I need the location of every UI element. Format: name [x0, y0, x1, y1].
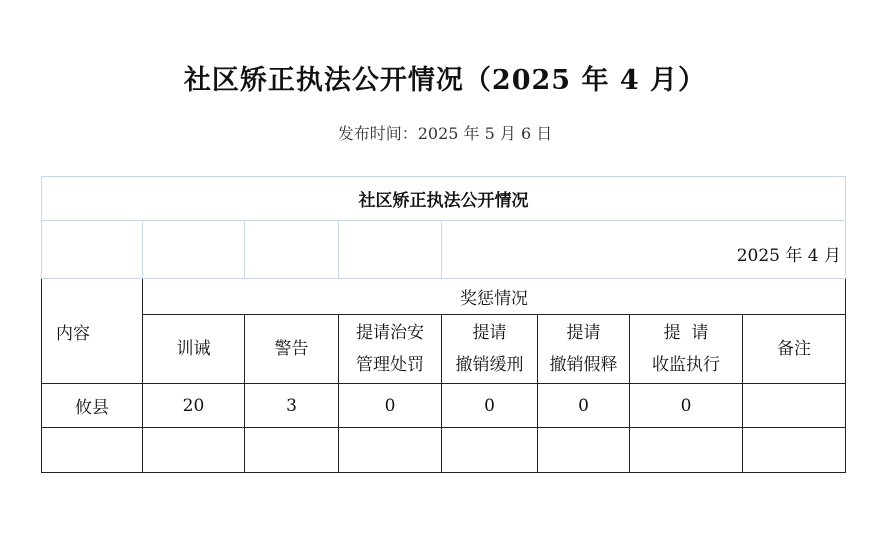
table-row: [42, 384, 846, 428]
table-title: 社区矫正执法公开情况: [42, 177, 846, 221]
blank-cell: [339, 221, 442, 279]
table-cell: 0: [442, 384, 538, 428]
column-header: 提 请 收监执行: [630, 315, 743, 384]
table-cell: [743, 428, 846, 473]
table-cell: [143, 428, 245, 473]
row-heading: 内容: [42, 279, 143, 384]
blank-cell: [42, 221, 143, 279]
table-cell: [442, 428, 538, 473]
report-period: 2025 年 4 月: [442, 221, 846, 279]
column-header: 提请治安 管理处罚: [339, 315, 442, 384]
table-cell: [630, 428, 743, 473]
table-cell: 3: [245, 384, 339, 428]
publish-date: 发布时间：2025 年 5 月 6 日: [337, 124, 553, 143]
column-header: 提请 撤销缓刑: [442, 315, 538, 384]
table-cell: [245, 428, 339, 473]
table-cell: 0: [630, 384, 743, 428]
group-heading: 奖惩情况: [143, 279, 846, 315]
column-header: 提请 撤销假释: [538, 315, 630, 384]
column-header: 警告: [245, 315, 339, 384]
blank-cell: [143, 221, 245, 279]
column-header: 备注: [743, 315, 846, 384]
table-row: [42, 428, 846, 473]
column-header: 训诫: [143, 315, 245, 384]
table-cell: [743, 384, 846, 428]
region-name: 攸县: [42, 384, 143, 428]
page-title: 社区矫正执法公开情况（2025 年 4 月）: [183, 65, 707, 96]
table-cell: 0: [538, 384, 630, 428]
table-cell: 0: [339, 384, 442, 428]
region-name: [42, 428, 143, 473]
table-cell: 20: [143, 384, 245, 428]
table-cell: [538, 428, 630, 473]
table-cell: [339, 428, 442, 473]
blank-cell: [245, 221, 339, 279]
enforcement-table: [41, 176, 846, 473]
